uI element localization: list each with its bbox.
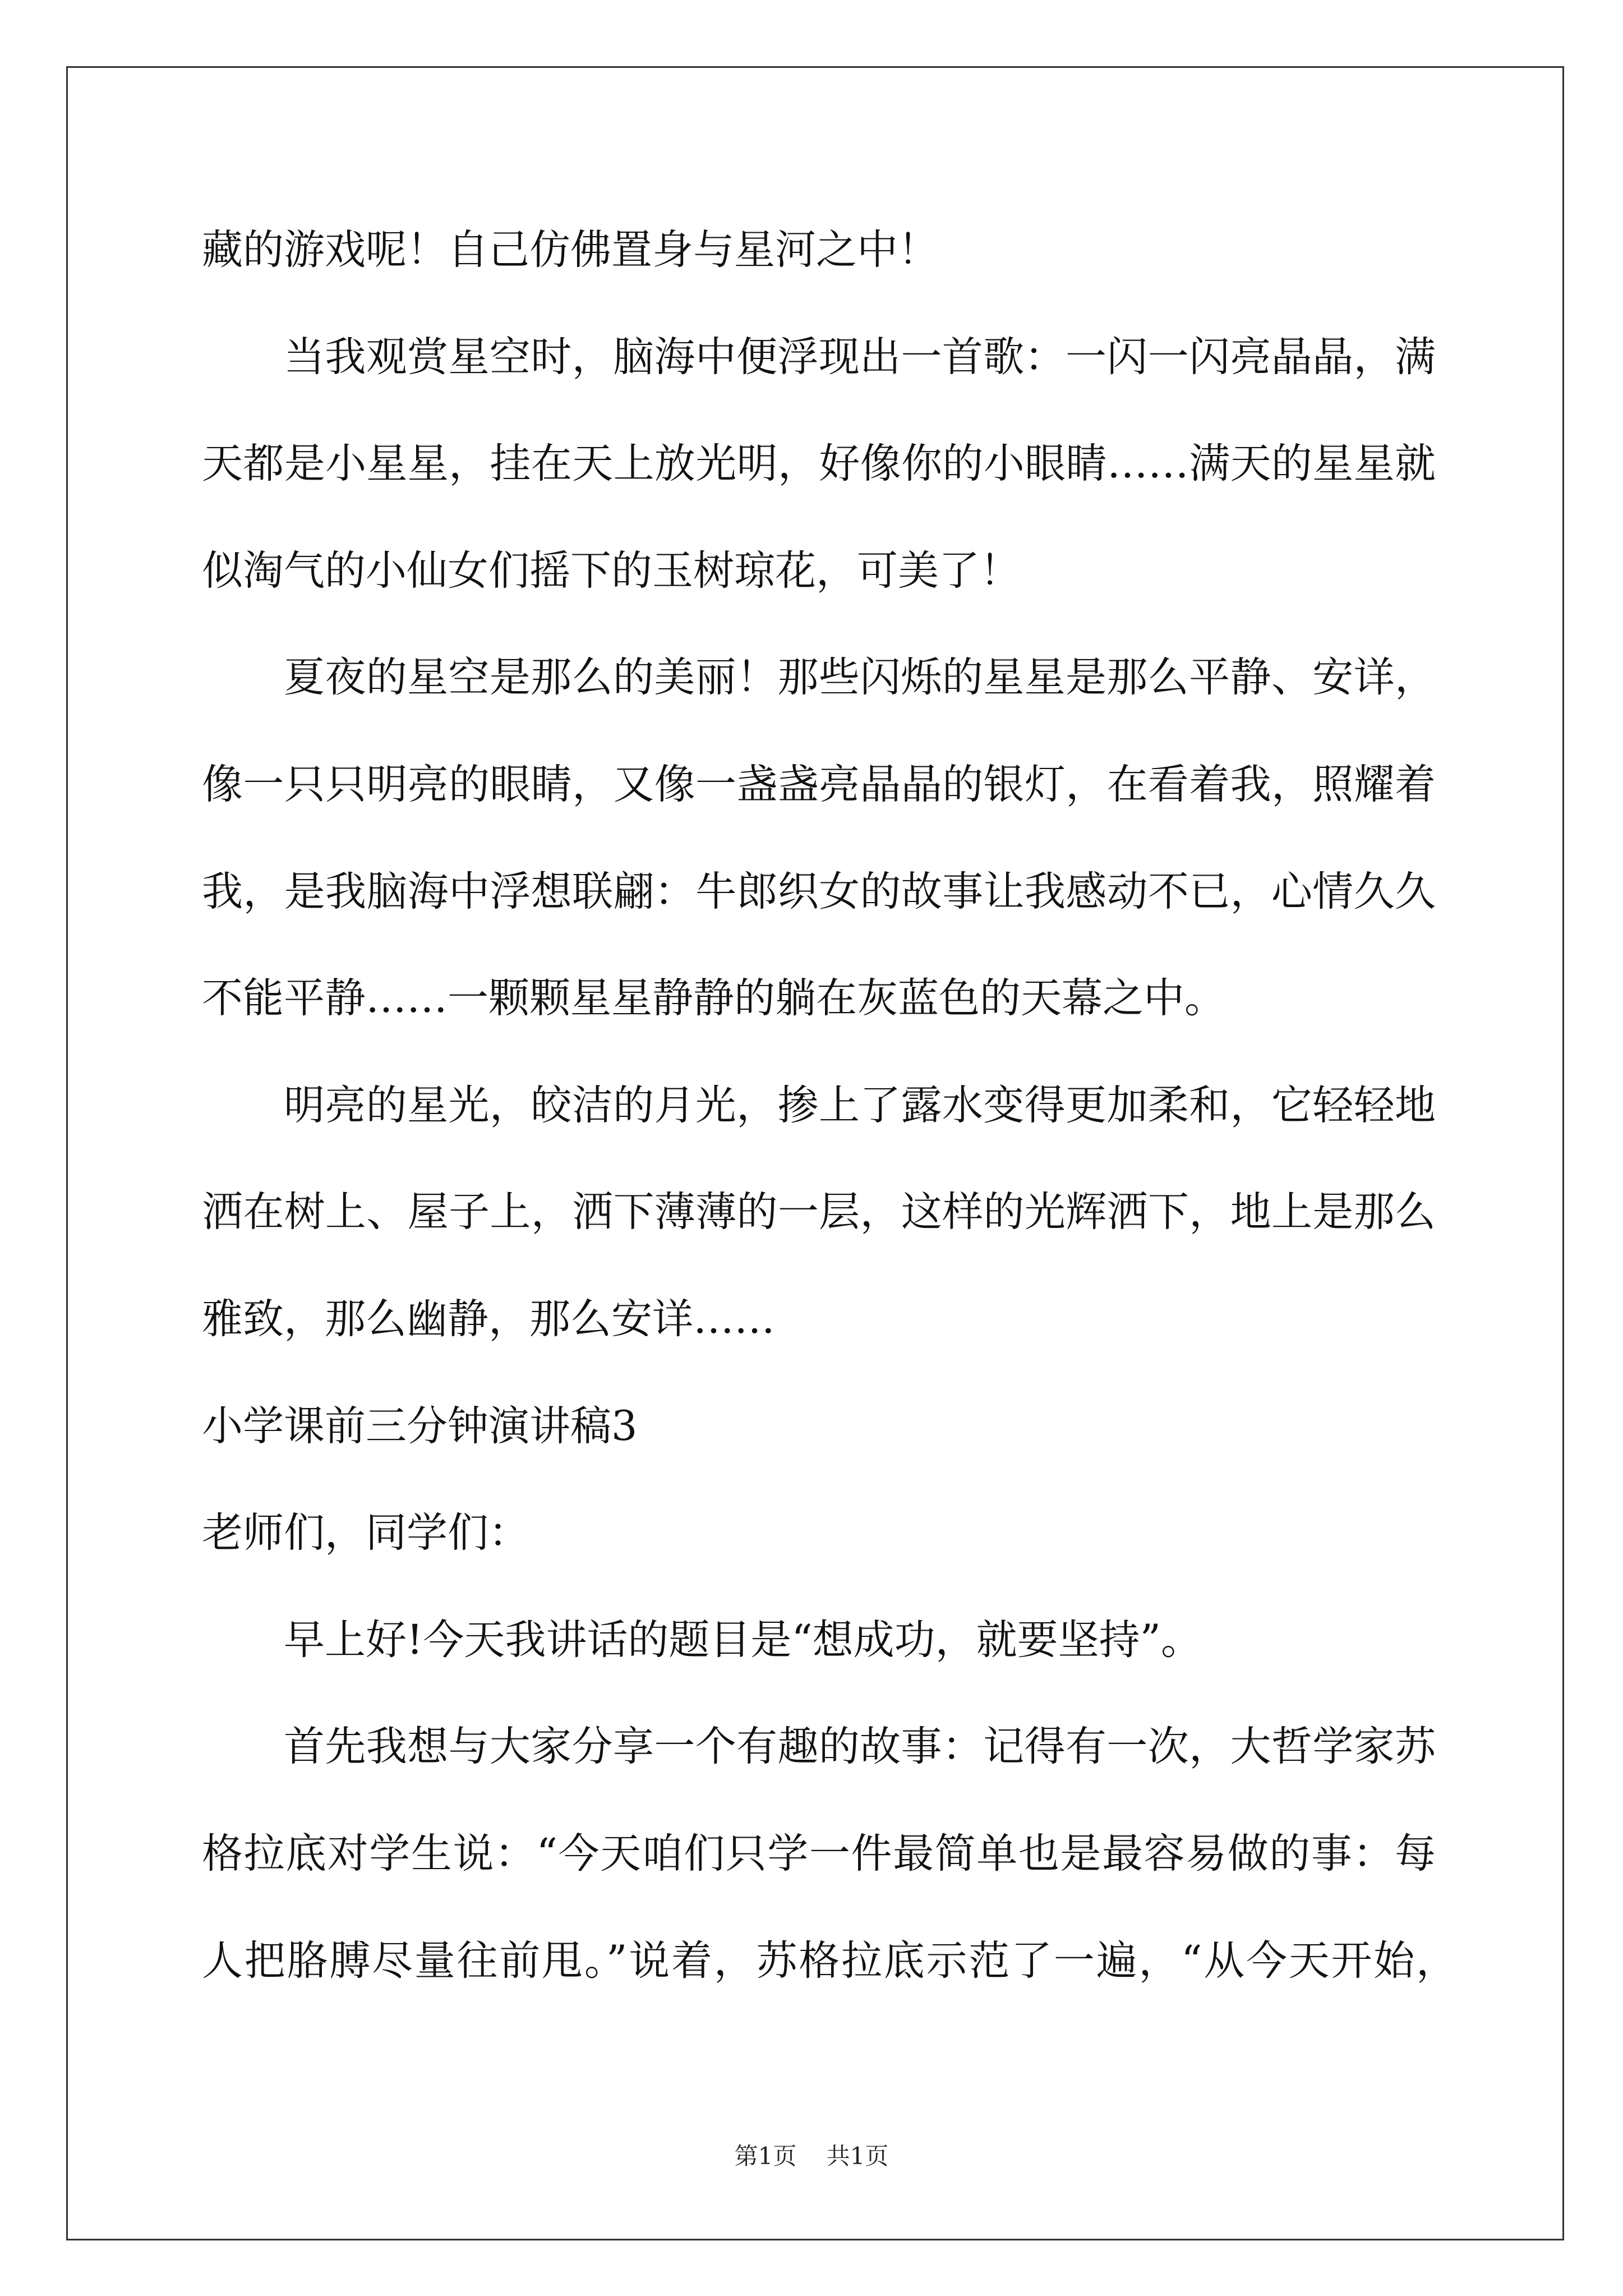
- body-text-line: 格拉底对学生说：“今天咱们只学一件最简单也是最容易做的事：每: [202, 1829, 1436, 1878]
- body-text-line: 雅致，那么幽静，那么安详……: [202, 1295, 775, 1343]
- body-text-line: 早上好!今天我讲话的题目是“想成功，就要坚持”。: [284, 1616, 1202, 1664]
- body-text-line: 明亮的星光，皎洁的月光，掺上了露水变得更加柔和，它轻轻地: [284, 1081, 1436, 1129]
- body-text-line: 似淘气的小仙女们摇下的玉树琼花，可美了！: [202, 546, 1021, 595]
- salutation: 老师们，同学们：: [202, 1509, 529, 1557]
- body-text-line: 我，是我脑海中浮想联翩：牛郎织女的故事让我感动不已，心情久久: [202, 867, 1436, 915]
- body-text-line: 不能平静……一颗颗星星静静的躺在灰蓝色的天幕之中。: [202, 974, 1225, 1023]
- body-text-line: 像一只只明亮的眼睛，又像一盏盏亮晶晶的银灯，在看着我，照耀着: [202, 760, 1436, 808]
- body-text-line: 首先我想与大家分享一个有趣的故事：记得有一次，大哲学家苏: [284, 1723, 1436, 1771]
- document-body: [202, 197, 1458, 2014]
- body-text-line: 藏的游戏呢！自己仿佛置身与星河之中！: [202, 226, 939, 274]
- body-text-line: 当我观赏星空时，脑海中便浮现出一首歌：一闪一闪亮晶晶，满: [284, 333, 1436, 381]
- body-text-line: 夏夜的星空是那么的美丽！那些闪烁的星星是那么平静、安详，: [284, 654, 1436, 702]
- body-text-line: 天都是小星星，挂在天上放光明，好像你的小眼睛……满天的星星就: [202, 440, 1436, 488]
- body-text-line: 人把胳膊尽量往前甩。”说着，苏格拉底示范了一遍，“从今天开始，: [202, 1936, 1457, 1985]
- section-heading: 小学课前三分钟演讲稿3: [202, 1402, 638, 1450]
- body-text-line: 洒在树上、屋子上，洒下薄薄的一层，这样的光辉洒下，地上是那么: [202, 1188, 1436, 1236]
- page-number-footer: 第1页 共1页: [734, 2142, 889, 2170]
